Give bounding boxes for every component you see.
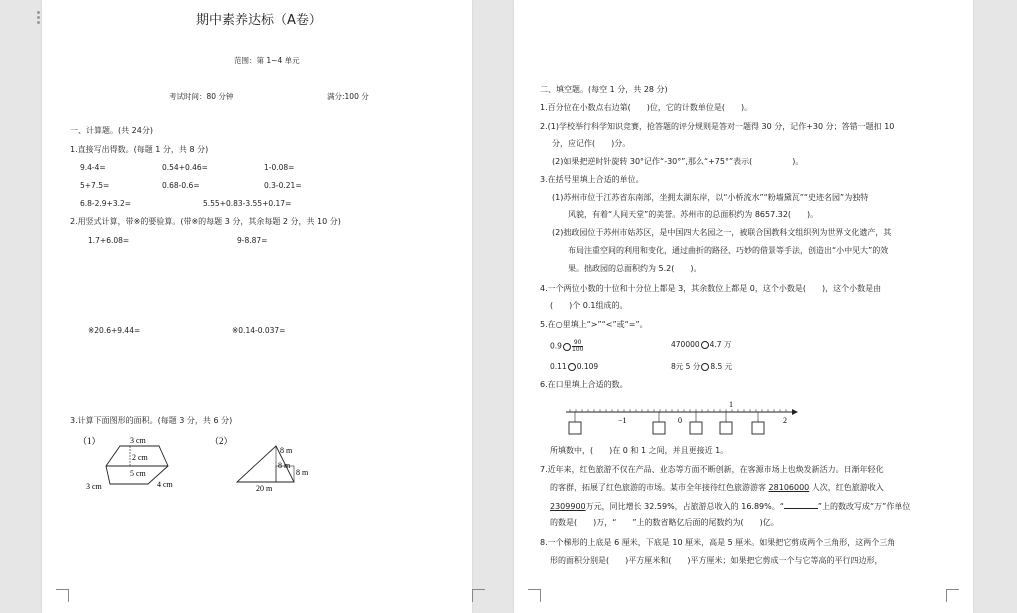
fill-line: (2)如果把逆时针旋转 30°记作“-30°”,那么“+75°”表示( )。 xyxy=(552,157,804,166)
fill-line: 所填数中，( )在 0 和 1 之间，并且更接近 1。 xyxy=(550,446,729,455)
figure-1-height: 2 cm xyxy=(132,453,148,462)
exam-score: 满分:100 分 xyxy=(327,92,369,101)
section-2-heading: 二、填空题。(每空 1 分，共 28 分) xyxy=(540,85,668,94)
compare-item: 0.9 $\frac{90}{100}$ xyxy=(550,339,584,353)
section-1-heading: 一、计算题。(共 24分) xyxy=(70,126,153,135)
figure-2-base: 20 m xyxy=(256,484,273,493)
fill-line: 果。拙政园的总面积约为 5.2( )。 xyxy=(568,264,702,273)
calc-item: 0.54+0.46= xyxy=(162,163,208,172)
fill-line: 2309900万元，同比增长 32.59%，占旅游总收入的 16.89%。“ ”上的数改写成“万”作单位 xyxy=(550,502,911,511)
fill-line: (2)拙政园位于苏州市姑苏区，是中国四大名园之一，被联合国教科文组织列为世界文化遗产，其 xyxy=(552,228,892,237)
compare-item: 8元 5 分 8.5 元 xyxy=(671,362,733,371)
fill-line: 的数是( )万，“ ”上的数省略亿后面的尾数约为( )亿。 xyxy=(550,518,779,527)
tick-label: 1 xyxy=(729,400,733,409)
answer-box xyxy=(653,422,665,434)
exam-scope: 范围：第 1~4 单元 xyxy=(234,56,300,65)
document-page-left xyxy=(42,0,472,613)
question-1: 1.直接写出得数。(每题 1 分，共 8 分) xyxy=(70,145,209,154)
tick-label: 0 xyxy=(678,416,682,425)
figure-1-middle: 5 cm xyxy=(130,469,146,478)
fill-line: (1)苏州市位于江苏省东南部，坐拥太湖东岸，以“小桥流水”“粉墙黛瓦”“史迹名园”为独特 xyxy=(552,193,869,202)
figure-2-side-b: 8 m xyxy=(278,461,291,470)
exam-time: 考试时间：80 分钟 xyxy=(169,92,234,101)
figure-1-left: 3 cm xyxy=(86,482,102,491)
fill-line: 分，应记作( )分。 xyxy=(552,139,631,148)
page-corner-mark xyxy=(56,589,69,602)
figure-1-right: 4 cm xyxy=(157,480,173,489)
vertical-calc-item: 1.7+6.08= xyxy=(88,236,130,245)
answer-box xyxy=(569,422,581,434)
fill-line: 4.一个两位小数的十位和十分位上都是 3，其余数位上都是 0，这个小数是( )，这个小数是由 xyxy=(540,284,882,293)
compare-item: 470000 4.7 万 xyxy=(671,340,732,349)
figure-2-label: （2） xyxy=(210,436,233,446)
figure-1-top: 3 cm xyxy=(130,436,146,445)
fill-line: 风貌，有着“人间天堂”的美誉。苏州市的总面积约为 8657.32( )。 xyxy=(568,210,819,219)
figure-1-label: （1） xyxy=(78,436,101,446)
calc-item: 0.3-0.21= xyxy=(264,181,302,190)
vertical-calc-item: ※20.6+9.44= xyxy=(88,326,141,335)
figure-2-side-c: 8 m xyxy=(296,468,309,477)
fill-line: 6.在口里填上合适的数。 xyxy=(540,380,628,389)
fill-line: 7.近年来，红色旅游不仅在产品、业态等方面不断创新，在客源市场上也焕发新活力。日渐年轻化 xyxy=(540,465,884,474)
calc-item: 1-0.08= xyxy=(264,163,295,172)
number-line xyxy=(562,398,812,438)
document-page-right xyxy=(514,0,973,613)
page-corner-mark xyxy=(472,589,485,602)
fill-line: 5.在○里填上“>”“<”或“=”。 xyxy=(540,320,648,329)
calc-item: 5+7.5= xyxy=(80,181,110,190)
figure-1-shape xyxy=(106,446,168,484)
answer-box xyxy=(752,422,764,434)
fill-line: 1.百分位在小数点右边第( )位，它的计数单位是( )。 xyxy=(540,103,753,112)
vertical-calc-item: 9-8.87= xyxy=(237,236,268,245)
answer-box xyxy=(720,422,732,434)
fill-line: 的客群，拓展了红色旅游的市场。某市全年接待红色旅游游客 28106000 人次，红色旅游收入 xyxy=(550,483,884,492)
fill-line: ( )个 0.1组成的。 xyxy=(550,301,628,310)
page-title: 期中素养达标（A卷） xyxy=(196,13,322,28)
question-3: 3.计算下面图形的面积。(每题 3 分，共 6 分) xyxy=(70,416,233,425)
fill-line: 形的面积分别是( )平方厘米和( )平方厘米；如果把它剪成一个与它等高的平行四边形， xyxy=(550,556,883,565)
figure-2-side-a: 8 m xyxy=(280,446,293,455)
compare-item: 0.11 0.109 xyxy=(550,362,599,371)
vertical-calc-item: ※0.14-0.037= xyxy=(232,326,286,335)
tick-label: 2 xyxy=(783,416,787,425)
fill-line: 2.(1)学校举行科学知识竞赛，抢答题的评分规则是答对一题得 30 分，记作+30 分；答错一题扣 10 xyxy=(540,122,895,131)
page-corner-mark xyxy=(528,589,541,602)
calc-item: 5.55+0.83-3.55+0.17= xyxy=(203,199,292,208)
calc-item: 9.4-4= xyxy=(80,163,106,172)
fill-line: 3.在括号里填上合适的单位。 xyxy=(540,175,644,184)
page-corner-mark xyxy=(946,589,959,602)
fill-line: 8.一个梯形的上底是 6 厘米，下底是 10 厘米，高是 5 厘米。如果把它剪成两个三角形，这两个三角 xyxy=(540,538,896,547)
tick-label: −1 xyxy=(618,416,627,425)
question-2: 2.用竖式计算，带※的要验算。(带※的每题 3 分，其余每题 2 分，共 10 分) xyxy=(70,217,341,226)
calc-item: 0.68-0.6= xyxy=(162,181,200,190)
answer-box xyxy=(690,422,702,434)
area-figures xyxy=(72,432,352,496)
fill-line: 布局注重空间的利用和变化，通过曲折的路径、巧妙的借景等手法，创造出“小中见大”的效 xyxy=(568,246,889,255)
calc-item: 6.8-2.9+3.2= xyxy=(80,199,132,208)
